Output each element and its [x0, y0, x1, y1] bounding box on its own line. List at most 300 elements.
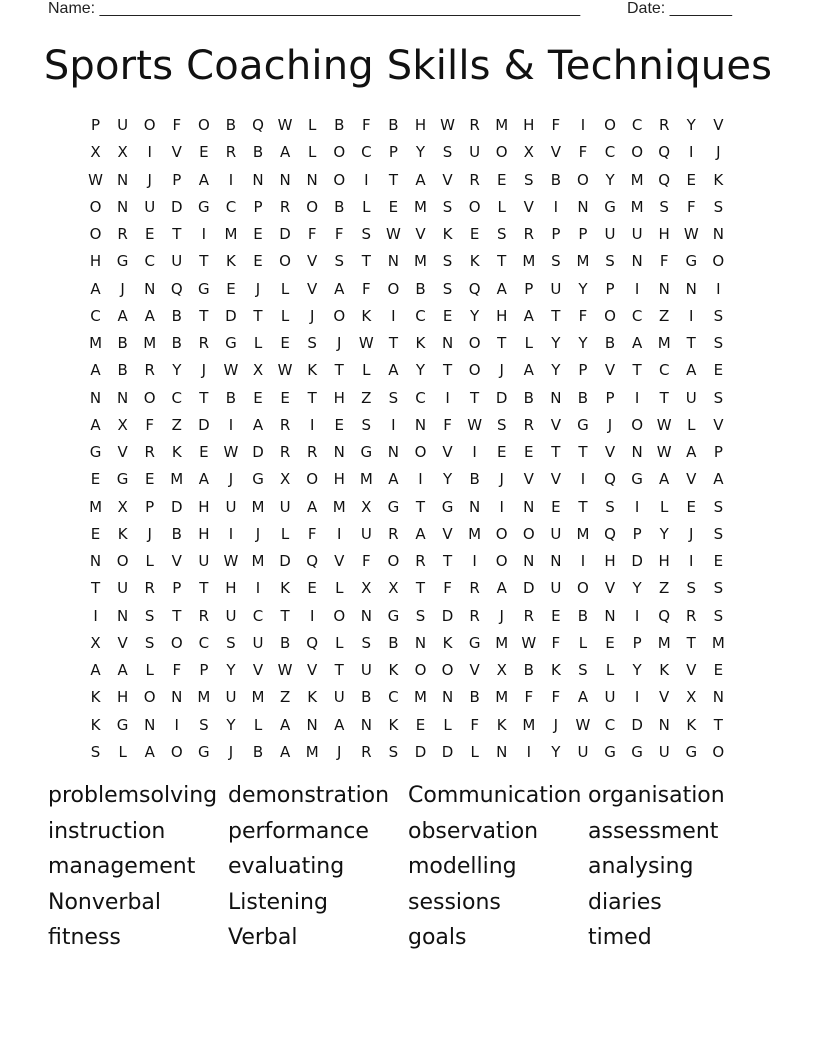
grid-cell[interactable]: W — [656, 443, 672, 461]
grid-cell[interactable]: N — [658, 279, 670, 298]
grid-cell[interactable]: M — [197, 688, 211, 707]
grid-cell[interactable]: I — [228, 524, 234, 543]
grid-cell[interactable]: F — [686, 197, 696, 216]
grid-cell[interactable]: E — [496, 443, 507, 461]
grid-cell[interactable]: T — [415, 497, 426, 516]
grid-cell[interactable]: D — [441, 606, 454, 625]
grid-cell[interactable]: T — [199, 388, 209, 407]
grid-cell[interactable]: E — [686, 497, 696, 516]
grid-cell[interactable]: Z — [171, 415, 182, 434]
grid-cell[interactable]: K — [415, 334, 426, 352]
grid-cell[interactable]: V — [334, 552, 345, 570]
grid-cell[interactable]: G — [387, 606, 400, 625]
grid-cell[interactable]: B — [171, 334, 182, 352]
grid-cell[interactable]: R — [523, 225, 534, 243]
grid-cell[interactable]: X — [361, 497, 372, 516]
grid-cell[interactable]: I — [634, 606, 640, 625]
grid-cell[interactable]: K — [90, 715, 101, 734]
grid-cell[interactable]: O — [468, 361, 481, 380]
grid-cell[interactable]: A — [117, 661, 128, 679]
grid-cell[interactable]: O — [306, 197, 319, 216]
grid-cell[interactable]: G — [198, 279, 210, 298]
grid-cell[interactable]: M — [657, 334, 671, 352]
grid-cell[interactable]: E — [334, 415, 344, 434]
grid-cell[interactable]: R — [279, 443, 291, 461]
grid-cell[interactable]: O — [143, 688, 156, 707]
grid-cell[interactable]: O — [116, 552, 129, 570]
grid-cell[interactable]: S — [496, 225, 507, 243]
grid-cell[interactable]: R — [279, 415, 291, 434]
grid-cell[interactable]: N — [144, 279, 156, 298]
grid-cell[interactable]: R — [415, 552, 426, 570]
grid-cell[interactable]: U — [604, 225, 616, 243]
grid-cell[interactable]: O — [333, 606, 346, 625]
grid-cell[interactable]: E — [496, 170, 507, 189]
grid-cell[interactable]: L — [524, 334, 533, 352]
grid-cell[interactable]: U — [360, 524, 372, 543]
grid-cell[interactable]: S — [442, 143, 453, 162]
grid-cell[interactable]: H — [333, 470, 345, 489]
grid-cell[interactable]: J — [499, 606, 504, 625]
grid-cell[interactable]: M — [143, 334, 157, 352]
grid-cell[interactable]: O — [522, 524, 535, 543]
grid-cell[interactable]: F — [307, 524, 317, 543]
grid-cell[interactable]: I — [309, 415, 315, 434]
grid-cell[interactable]: R — [686, 606, 697, 625]
grid-cell[interactable]: A — [90, 661, 101, 679]
grid-cell[interactable]: V — [307, 279, 318, 298]
grid-cell[interactable]: I — [418, 470, 423, 489]
grid-cell[interactable]: D — [495, 388, 508, 407]
grid-cell[interactable]: P — [199, 661, 209, 679]
grid-cell[interactable]: V — [686, 470, 697, 489]
grid-cell[interactable]: Y — [659, 524, 669, 543]
grid-cell[interactable]: V — [604, 443, 616, 461]
grid-cell[interactable]: D — [170, 197, 183, 216]
grid-cell[interactable]: L — [307, 143, 317, 162]
grid-cell[interactable]: L — [605, 661, 615, 679]
grid-cell[interactable]: V — [442, 170, 453, 189]
grid-cell[interactable]: N — [387, 443, 400, 461]
grid-cell[interactable]: V — [171, 552, 182, 570]
grid-cell[interactable]: R — [225, 143, 237, 162]
grid-cell[interactable]: P — [632, 524, 642, 543]
grid-cell[interactable]: C — [415, 388, 426, 407]
grid-cell[interactable]: F — [443, 415, 452, 434]
grid-cell[interactable]: T — [497, 252, 507, 271]
grid-cell[interactable]: S — [605, 252, 615, 271]
grid-cell[interactable]: J — [337, 742, 342, 761]
grid-cell[interactable]: N — [144, 715, 156, 734]
grid-cell[interactable]: M — [414, 197, 427, 216]
grid-cell[interactable]: X — [279, 470, 291, 489]
grid-cell[interactable]: J — [689, 524, 694, 543]
grid-cell[interactable]: L — [280, 306, 290, 325]
grid-cell[interactable]: L — [470, 742, 479, 761]
grid-cell[interactable]: X — [496, 661, 507, 679]
grid-cell[interactable]: P — [172, 170, 182, 189]
grid-cell[interactable]: I — [391, 306, 396, 325]
grid-cell[interactable]: M — [359, 470, 373, 489]
grid-cell[interactable]: V — [252, 661, 264, 679]
grid-cell[interactable]: K — [90, 688, 101, 707]
grid-cell[interactable]: L — [280, 524, 290, 543]
grid-cell[interactable]: U — [144, 197, 156, 216]
grid-cell[interactable]: B — [252, 742, 264, 761]
grid-cell[interactable]: G — [441, 497, 454, 516]
grid-cell[interactable]: V — [117, 633, 128, 652]
grid-cell[interactable]: A — [279, 715, 291, 734]
grid-cell[interactable]: P — [551, 225, 561, 243]
grid-cell[interactable]: F — [334, 225, 344, 243]
grid-cell[interactable]: T — [578, 443, 588, 461]
grid-cell[interactable]: Y — [605, 170, 615, 189]
grid-cell[interactable]: R — [144, 361, 155, 380]
grid-cell[interactable]: O — [577, 170, 589, 189]
grid-cell[interactable]: S — [226, 633, 236, 652]
grid-cell[interactable]: Y — [551, 361, 561, 380]
grid-cell[interactable]: J — [607, 415, 613, 434]
grid-cell[interactable]: K — [659, 661, 670, 679]
grid-cell[interactable]: D — [170, 497, 183, 516]
grid-cell[interactable]: U — [631, 225, 643, 243]
grid-cell[interactable]: B — [550, 170, 562, 189]
grid-cell[interactable]: B — [361, 688, 372, 707]
grid-cell[interactable]: T — [470, 388, 480, 407]
grid-cell[interactable]: I — [634, 497, 640, 516]
grid-cell[interactable]: I — [147, 143, 152, 162]
grid-cell[interactable]: H — [604, 552, 616, 570]
grid-cell[interactable]: S — [713, 579, 724, 598]
grid-cell[interactable]: M — [495, 688, 509, 707]
grid-cell[interactable]: E — [144, 470, 155, 489]
grid-cell[interactable]: I — [716, 279, 721, 298]
grid-cell[interactable]: M — [576, 524, 590, 543]
grid-cell[interactable]: W — [223, 443, 239, 461]
grid-cell[interactable]: R — [523, 606, 534, 625]
grid-cell[interactable]: W — [277, 661, 293, 679]
grid-cell[interactable]: T — [334, 361, 344, 380]
grid-cell[interactable]: P — [578, 361, 588, 380]
grid-cell[interactable]: G — [685, 252, 698, 271]
grid-cell[interactable]: J — [147, 170, 152, 189]
grid-cell[interactable]: O — [631, 143, 643, 162]
grid-cell[interactable]: S — [713, 306, 724, 325]
grid-cell[interactable]: F — [145, 415, 155, 434]
grid-cell[interactable]: N — [604, 606, 616, 625]
grid-cell[interactable]: L — [362, 361, 371, 380]
grid-cell[interactable]: R — [523, 415, 534, 434]
grid-cell[interactable]: I — [580, 552, 586, 570]
grid-cell[interactable]: A — [307, 497, 318, 516]
grid-cell[interactable]: C — [225, 197, 237, 216]
grid-cell[interactable]: R — [469, 170, 480, 189]
grid-cell[interactable]: L — [118, 742, 127, 761]
grid-cell[interactable]: I — [174, 715, 179, 734]
grid-cell[interactable]: J — [499, 470, 504, 489]
grid-cell[interactable]: S — [361, 225, 372, 243]
grid-cell[interactable]: C — [198, 633, 210, 652]
grid-cell[interactable]: S — [144, 633, 155, 652]
grid-cell[interactable]: M — [414, 252, 427, 271]
grid-cell[interactable]: W — [467, 415, 483, 434]
grid-cell[interactable]: W — [358, 334, 374, 352]
grid-cell[interactable]: O — [170, 633, 183, 652]
grid-cell[interactable]: T — [686, 633, 696, 652]
grid-cell[interactable]: R — [469, 116, 480, 134]
grid-cell[interactable]: A — [90, 415, 101, 434]
grid-cell[interactable]: K — [469, 252, 480, 271]
grid-cell[interactable]: L — [253, 334, 263, 352]
grid-cell[interactable]: T — [280, 606, 290, 625]
grid-cell[interactable]: L — [687, 415, 696, 434]
grid-cell[interactable]: A — [577, 688, 589, 707]
grid-cell[interactable]: E — [442, 306, 453, 325]
grid-cell[interactable]: X — [117, 415, 128, 434]
grid-cell[interactable]: T — [632, 361, 642, 380]
grid-cell[interactable]: U — [550, 279, 562, 298]
grid-cell[interactable]: T — [713, 715, 723, 734]
grid-cell[interactable]: O — [89, 225, 102, 243]
grid-cell[interactable]: V — [415, 225, 426, 243]
grid-cell[interactable]: L — [145, 552, 154, 570]
grid-cell[interactable]: U — [550, 524, 562, 543]
grid-cell[interactable]: R — [144, 579, 155, 598]
date-field[interactable]: Date: _______ — [627, 0, 732, 17]
grid-cell[interactable]: S — [361, 415, 372, 434]
grid-cell[interactable]: O — [414, 661, 427, 679]
grid-cell[interactable]: E — [469, 225, 480, 243]
grid-cell[interactable]: Q — [658, 606, 671, 625]
grid-cell[interactable]: I — [499, 497, 504, 516]
grid-cell[interactable]: N — [469, 497, 481, 516]
grid-cell[interactable]: J — [201, 361, 207, 380]
grid-cell[interactable]: C — [388, 688, 399, 707]
grid-cell[interactable]: T — [551, 443, 561, 461]
grid-cell[interactable]: A — [388, 470, 399, 489]
grid-cell[interactable]: A — [279, 143, 291, 162]
grid-cell[interactable]: T — [388, 170, 398, 189]
grid-cell[interactable]: A — [117, 306, 128, 325]
grid-cell[interactable]: A — [686, 361, 697, 380]
grid-cell[interactable]: X — [252, 361, 264, 380]
grid-cell[interactable]: N — [523, 552, 535, 570]
grid-cell[interactable]: A — [496, 579, 507, 598]
grid-cell[interactable]: V — [713, 415, 724, 434]
grid-cell[interactable]: N — [387, 252, 400, 271]
grid-cell[interactable]: F — [362, 279, 371, 298]
grid-cell[interactable]: T — [253, 306, 263, 325]
grid-cell[interactable]: G — [631, 742, 643, 761]
grid-cell[interactable]: J — [716, 143, 721, 162]
grid-cell[interactable]: S — [442, 252, 453, 271]
grid-cell[interactable]: Y — [415, 143, 426, 162]
grid-cell[interactable]: G — [116, 715, 129, 734]
grid-cell[interactable]: O — [631, 415, 643, 434]
grid-cell[interactable]: J — [147, 524, 152, 543]
grid-cell[interactable]: E — [199, 143, 209, 162]
grid-cell[interactable]: U — [252, 633, 264, 652]
grid-cell[interactable]: O — [712, 252, 725, 271]
grid-cell[interactable]: Z — [659, 306, 670, 325]
grid-cell[interactable]: T — [686, 334, 696, 352]
grid-cell[interactable]: S — [524, 170, 534, 189]
grid-cell[interactable]: C — [415, 306, 426, 325]
grid-cell[interactable]: D — [198, 415, 210, 434]
grid-cell[interactable]: B — [577, 606, 589, 625]
grid-cell[interactable]: B — [415, 279, 426, 298]
grid-cell[interactable]: E — [713, 661, 724, 679]
grid-cell[interactable]: X — [117, 497, 128, 516]
grid-cell[interactable]: F — [443, 579, 452, 598]
grid-cell[interactable]: V — [307, 252, 318, 271]
grid-cell[interactable]: M — [576, 252, 590, 271]
grid-cell[interactable]: I — [634, 688, 640, 707]
grid-cell[interactable]: O — [143, 388, 156, 407]
grid-cell[interactable]: I — [580, 470, 586, 489]
grid-cell[interactable]: R — [388, 524, 399, 543]
grid-cell[interactable]: Q — [468, 279, 481, 298]
grid-cell[interactable]: Q — [306, 633, 319, 652]
grid-cell[interactable]: R — [144, 443, 155, 461]
grid-cell[interactable]: B — [334, 197, 345, 216]
grid-cell[interactable]: N — [333, 443, 345, 461]
grid-cell[interactable]: P — [605, 388, 615, 407]
grid-cell[interactable]: M — [522, 715, 536, 734]
grid-cell[interactable]: U — [117, 116, 129, 134]
grid-cell[interactable]: A — [523, 306, 534, 325]
grid-cell[interactable]: W — [385, 225, 401, 243]
grid-cell[interactable]: I — [364, 170, 369, 189]
grid-cell[interactable]: C — [658, 361, 670, 380]
grid-cell[interactable]: U — [171, 252, 183, 271]
grid-cell[interactable]: M — [414, 688, 427, 707]
grid-cell[interactable]: E — [144, 225, 155, 243]
grid-cell[interactable]: S — [551, 252, 561, 271]
grid-cell[interactable]: R — [117, 225, 128, 243]
grid-cell[interactable]: O — [333, 306, 346, 325]
grid-cell[interactable]: T — [90, 579, 101, 598]
grid-cell[interactable]: M — [332, 497, 346, 516]
grid-cell[interactable]: Z — [361, 388, 372, 407]
grid-cell[interactable]: A — [659, 470, 670, 489]
grid-cell[interactable]: Q — [658, 170, 671, 189]
grid-cell[interactable]: X — [388, 579, 399, 598]
grid-cell[interactable]: M — [251, 552, 265, 570]
grid-cell[interactable]: W — [575, 715, 591, 734]
grid-cell[interactable]: M — [305, 742, 319, 761]
grid-cell[interactable]: F — [172, 661, 182, 679]
grid-cell[interactable]: L — [362, 197, 371, 216]
grid-cell[interactable]: C — [252, 606, 264, 625]
grid-cell[interactable]: T — [551, 306, 561, 325]
grid-cell[interactable]: J — [228, 470, 234, 489]
grid-cell[interactable]: A — [631, 334, 643, 352]
grid-cell[interactable]: Y — [442, 470, 453, 489]
grid-cell[interactable]: I — [472, 443, 477, 461]
grid-cell[interactable]: C — [631, 306, 643, 325]
grid-cell[interactable]: R — [198, 334, 210, 352]
grid-cell[interactable]: K — [388, 715, 399, 734]
grid-cell[interactable]: B — [388, 116, 399, 134]
grid-cell[interactable]: E — [199, 443, 209, 461]
grid-cell[interactable]: X — [117, 143, 128, 162]
grid-cell[interactable]: T — [172, 606, 182, 625]
grid-cell[interactable]: E — [686, 170, 696, 189]
grid-cell[interactable]: R — [198, 606, 210, 625]
grid-cell[interactable]: N — [360, 715, 372, 734]
grid-cell[interactable]: N — [523, 497, 535, 516]
grid-cell[interactable]: N — [631, 252, 643, 271]
grid-cell[interactable]: G — [252, 470, 264, 489]
grid-cell[interactable]: S — [334, 252, 344, 271]
grid-cell[interactable]: K — [361, 306, 372, 325]
grid-cell[interactable]: O — [279, 252, 291, 271]
grid-cell[interactable]: F — [551, 688, 561, 707]
grid-cell[interactable]: G — [387, 497, 400, 516]
grid-cell[interactable]: U — [279, 497, 291, 516]
grid-cell[interactable]: N — [577, 197, 589, 216]
grid-cell[interactable]: S — [713, 197, 724, 216]
grid-cell[interactable]: O — [89, 197, 102, 216]
grid-cell[interactable]: T — [172, 225, 182, 243]
grid-cell[interactable]: C — [604, 715, 616, 734]
grid-cell[interactable]: M — [495, 633, 509, 652]
grid-cell[interactable]: S — [713, 388, 724, 407]
grid-cell[interactable]: N — [441, 688, 454, 707]
name-field[interactable]: Name: ______________________________________________________ — [48, 0, 581, 17]
grid-cell[interactable]: B — [279, 633, 291, 652]
grid-cell[interactable]: W — [683, 225, 699, 243]
grid-cell[interactable]: G — [685, 742, 698, 761]
grid-cell[interactable]: N — [117, 388, 129, 407]
grid-cell[interactable]: X — [523, 143, 534, 162]
grid-cell[interactable]: V — [523, 470, 534, 489]
grid-cell[interactable]: A — [686, 443, 697, 461]
grid-cell[interactable]: H — [523, 116, 535, 134]
grid-cell[interactable]: B — [523, 661, 534, 679]
grid-cell[interactable]: V — [550, 415, 561, 434]
grid-cell[interactable]: V — [442, 524, 453, 543]
grid-cell[interactable]: L — [280, 279, 290, 298]
grid-cell[interactable]: O — [712, 742, 725, 761]
grid-cell[interactable]: U — [577, 742, 589, 761]
grid-cell[interactable]: V — [686, 661, 697, 679]
grid-cell[interactable]: I — [580, 116, 586, 134]
grid-cell[interactable]: N — [550, 552, 562, 570]
grid-cell[interactable]: N — [441, 334, 454, 352]
grid-cell[interactable]: S — [388, 742, 399, 761]
grid-cell[interactable]: M — [495, 116, 509, 134]
grid-cell[interactable]: G — [198, 197, 210, 216]
grid-cell[interactable]: B — [117, 334, 128, 352]
grid-cell[interactable]: V — [523, 197, 534, 216]
grid-cell[interactable]: N — [712, 688, 724, 707]
grid-cell[interactable]: S — [415, 606, 426, 625]
grid-cell[interactable]: O — [577, 579, 589, 598]
grid-cell[interactable]: B — [604, 334, 616, 352]
grid-cell[interactable]: G — [631, 470, 643, 489]
grid-cell[interactable]: V — [550, 143, 561, 162]
grid-cell[interactable]: E — [90, 470, 101, 489]
grid-cell[interactable]: R — [306, 443, 318, 461]
grid-cell[interactable]: I — [337, 524, 342, 543]
grid-cell[interactable]: N — [117, 606, 129, 625]
grid-cell[interactable]: Y — [551, 742, 561, 761]
grid-cell[interactable]: J — [228, 742, 234, 761]
grid-cell[interactable]: P — [388, 143, 398, 162]
grid-cell[interactable]: L — [307, 116, 317, 134]
